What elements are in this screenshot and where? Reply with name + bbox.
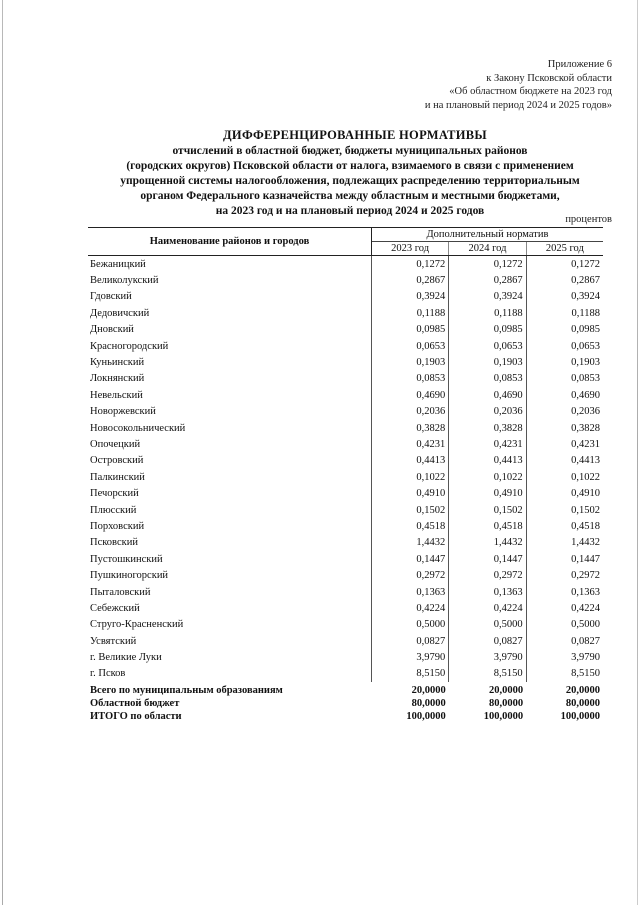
- value-cell: 0,5000: [526, 617, 603, 633]
- value-cell: 20,0000: [565, 685, 600, 697]
- table-row: [88, 567, 603, 583]
- value-cell: 0,0827: [526, 633, 603, 649]
- value-cell: 0,3828: [449, 420, 526, 436]
- table-row: [88, 551, 603, 567]
- value-cell: 0,1272: [526, 256, 603, 273]
- value-cell: 0,4224: [449, 600, 526, 616]
- row-name-cell: Дедовичский: [90, 307, 150, 319]
- total-row: [88, 710, 603, 723]
- annex-line: «Об областном бюджете на 2023 год: [449, 86, 612, 97]
- value-cell: 3,9790: [449, 649, 526, 665]
- value-cell: 0,0853: [371, 371, 448, 387]
- row-name-cell: Всего по муниципальным образованиям: [90, 685, 283, 697]
- value-cell: 0,4413: [526, 453, 603, 469]
- normatives-table: [88, 227, 603, 723]
- value-cell: 0,1502: [371, 502, 448, 518]
- value-cell: 0,2972: [371, 567, 448, 583]
- column-header-group: Дополнительный норматив: [371, 228, 603, 242]
- subtitle-line: органом Федерального казначейства между областным и местными бюджетами,: [140, 190, 560, 202]
- value-cell: 0,3828: [371, 420, 448, 436]
- table-row: [88, 305, 603, 321]
- table-row: [88, 502, 603, 518]
- table-row: [88, 404, 603, 420]
- value-cell: 0,1447: [449, 551, 526, 567]
- value-cell: 3,9790: [526, 649, 603, 665]
- value-cell: 0,3924: [449, 289, 526, 305]
- value-cell: 0,1188: [449, 305, 526, 321]
- table-row: [88, 272, 603, 288]
- table-row: [88, 649, 603, 665]
- row-name-cell: Куньинский: [90, 357, 145, 369]
- value-cell: 0,1363: [526, 584, 603, 600]
- row-name-cell: Опочецкий: [90, 438, 141, 450]
- value-cell: 0,1447: [526, 551, 603, 567]
- column-header-year: 2025 год: [526, 242, 603, 256]
- row-name-cell: Струго-Красненский: [90, 619, 184, 631]
- value-cell: 0,4910: [371, 485, 448, 501]
- units-label: процентов: [565, 214, 612, 225]
- value-cell: 0,4910: [449, 485, 526, 501]
- value-cell: 8,5150: [371, 666, 448, 682]
- value-cell: 0,0653: [526, 338, 603, 354]
- value-cell: 0,3924: [371, 289, 448, 305]
- value-cell: 0,3924: [526, 289, 603, 305]
- value-cell: 0,2036: [526, 404, 603, 420]
- document-title: ДИФФЕРЕНЦИРОВАННЫЕ НОРМАТИВЫ: [223, 128, 487, 142]
- value-cell: 0,5000: [449, 617, 526, 633]
- annex-line: и на плановый период 2024 и 2025 годов»: [424, 99, 612, 111]
- value-cell: 0,3828: [526, 420, 603, 436]
- table-row: [88, 436, 603, 452]
- row-name-cell: Невельский: [90, 389, 143, 401]
- value-cell: 0,0653: [449, 338, 526, 354]
- table-row: [88, 666, 603, 682]
- value-cell: 0,1903: [526, 354, 603, 370]
- value-cell: 0,2867: [526, 272, 603, 288]
- value-cell: 3,9790: [371, 649, 448, 665]
- value-cell: 0,0853: [526, 371, 603, 387]
- value-cell: 0,1272: [449, 256, 526, 273]
- value-cell: 80,0000: [565, 698, 600, 710]
- value-cell: 0,2036: [449, 404, 526, 420]
- table-row: [88, 535, 603, 551]
- value-cell: 8,5150: [449, 666, 526, 682]
- value-cell: 0,0985: [449, 322, 526, 338]
- row-name-cell: Красногородский: [90, 340, 169, 352]
- value-cell: 0,4690: [371, 387, 448, 403]
- value-cell: 0,0985: [526, 322, 603, 338]
- row-name-cell: Пыталовский: [90, 586, 151, 598]
- value-cell: 0,4413: [449, 453, 526, 469]
- value-cell: 0,0653: [371, 338, 448, 354]
- table-row: [88, 338, 603, 354]
- row-name-cell: ИТОГО по области: [90, 711, 182, 723]
- table-row: [88, 453, 603, 469]
- value-cell: 1,4432: [449, 535, 526, 551]
- table-row: [88, 584, 603, 600]
- value-cell: 100,0000: [406, 711, 446, 723]
- value-cell: 0,4910: [526, 485, 603, 501]
- table-row: [88, 289, 603, 305]
- value-cell: 20,0000: [489, 685, 524, 697]
- value-cell: 0,1022: [371, 469, 448, 485]
- row-name-cell: Себежский: [90, 602, 140, 614]
- annex-line: Приложение 6: [547, 59, 612, 70]
- value-cell: 8,5150: [526, 666, 603, 682]
- table-row: [88, 420, 603, 436]
- value-cell: 0,2972: [526, 567, 603, 583]
- document-subtitle: [70, 144, 630, 219]
- subtitle-line: (городских округов) Псковской области от налога, взимаемого в связи с применением: [126, 160, 574, 172]
- row-name-cell: Порховский: [90, 520, 145, 532]
- row-name-cell: Печорский: [90, 488, 139, 500]
- value-cell: 0,4690: [449, 387, 526, 403]
- row-name-cell: Бежаницкий: [90, 258, 146, 270]
- value-cell: 0,0985: [371, 322, 448, 338]
- value-cell: 0,1188: [371, 305, 448, 321]
- value-cell: 0,1502: [526, 502, 603, 518]
- value-cell: 0,4518: [449, 518, 526, 534]
- value-cell: 0,0827: [371, 633, 448, 649]
- value-cell: 0,0853: [449, 371, 526, 387]
- value-cell: 0,1022: [526, 469, 603, 485]
- value-cell: 0,4231: [526, 436, 603, 452]
- subtitle-line: отчислений в областной бюджет, бюджеты муниципальных районов: [172, 145, 528, 157]
- value-cell: 0,4231: [371, 436, 448, 452]
- value-cell: 0,4413: [371, 453, 448, 469]
- column-header-year: 2023 год: [371, 242, 448, 256]
- column-header-year: 2024 год: [449, 242, 526, 256]
- row-name-cell: Новоржевский: [90, 406, 156, 418]
- value-cell: 0,1502: [449, 502, 526, 518]
- table-row: [88, 633, 603, 649]
- value-cell: 0,1022: [449, 469, 526, 485]
- value-cell: 0,4518: [526, 518, 603, 534]
- value-cell: 0,5000: [371, 617, 448, 633]
- annex-reference: [425, 58, 612, 112]
- value-cell: 0,4690: [526, 387, 603, 403]
- value-cell: 0,4224: [371, 600, 448, 616]
- table-row: [88, 518, 603, 534]
- value-cell: 20,0000: [411, 685, 446, 697]
- row-name-cell: г. Псков: [90, 668, 126, 680]
- value-cell: 100,0000: [560, 711, 600, 723]
- row-name-cell: Великолукский: [90, 275, 159, 287]
- total-row: [88, 697, 603, 710]
- value-cell: 0,1272: [371, 256, 448, 273]
- table-row: [88, 354, 603, 370]
- table-row: [88, 387, 603, 403]
- row-name-cell: Локнянский: [90, 373, 145, 385]
- annex-line: к Закону Псковской области: [486, 72, 612, 84]
- row-name-cell: Усвятский: [90, 635, 137, 647]
- row-name-cell: Пушкиногорский: [90, 570, 169, 582]
- row-name-cell: Островский: [90, 455, 144, 467]
- table-row: [88, 617, 603, 633]
- row-name-cell: Гдовский: [90, 291, 132, 303]
- value-cell: 0,1903: [449, 354, 526, 370]
- total-row: [88, 682, 603, 697]
- value-cell: 0,2867: [371, 272, 448, 288]
- value-cell: 0,1903: [371, 354, 448, 370]
- row-name-cell: Палкинский: [90, 471, 145, 483]
- value-cell: 0,2972: [449, 567, 526, 583]
- value-cell: 0,4224: [526, 600, 603, 616]
- table-row: [88, 322, 603, 338]
- value-cell: 100,0000: [483, 711, 524, 723]
- value-cell: 0,4518: [371, 518, 448, 534]
- value-cell: 0,1447: [371, 551, 448, 567]
- row-name-cell: г. Великие Луки: [90, 652, 162, 664]
- row-name-cell: Новосокольнический: [90, 422, 186, 434]
- value-cell: 80,0000: [489, 698, 524, 710]
- value-cell: 0,2036: [371, 404, 448, 420]
- value-cell: 1,4432: [371, 535, 448, 551]
- value-cell: 0,1363: [371, 584, 448, 600]
- subtitle-line: на 2023 год и на плановый период 2024 и 2025 годов: [215, 205, 485, 217]
- row-name-cell: Пустошкинский: [90, 553, 163, 565]
- value-cell: 0,1188: [526, 305, 603, 321]
- table-body: [88, 256, 603, 724]
- value-cell: 0,2867: [449, 272, 526, 288]
- table-row: [88, 371, 603, 387]
- table-row: [88, 469, 603, 485]
- table-row: [88, 485, 603, 501]
- value-cell: 0,1363: [449, 584, 526, 600]
- table-row: [88, 256, 603, 273]
- row-name-cell: Областной бюджет: [90, 698, 180, 710]
- column-header-name: Наименование районов и городов: [88, 228, 371, 256]
- value-cell: 1,4432: [526, 535, 603, 551]
- subtitle-line: упрощенной системы налогообложения, подлежащих распределению территориальным: [120, 175, 580, 187]
- value-cell: 0,0827: [449, 633, 526, 649]
- row-name-cell: Дновский: [90, 324, 134, 336]
- row-name-cell: Псковский: [90, 537, 138, 549]
- row-name-cell: Плюсский: [90, 504, 137, 516]
- table-row: [88, 600, 603, 616]
- value-cell: 80,0000: [411, 698, 446, 710]
- value-cell: 0,4231: [449, 436, 526, 452]
